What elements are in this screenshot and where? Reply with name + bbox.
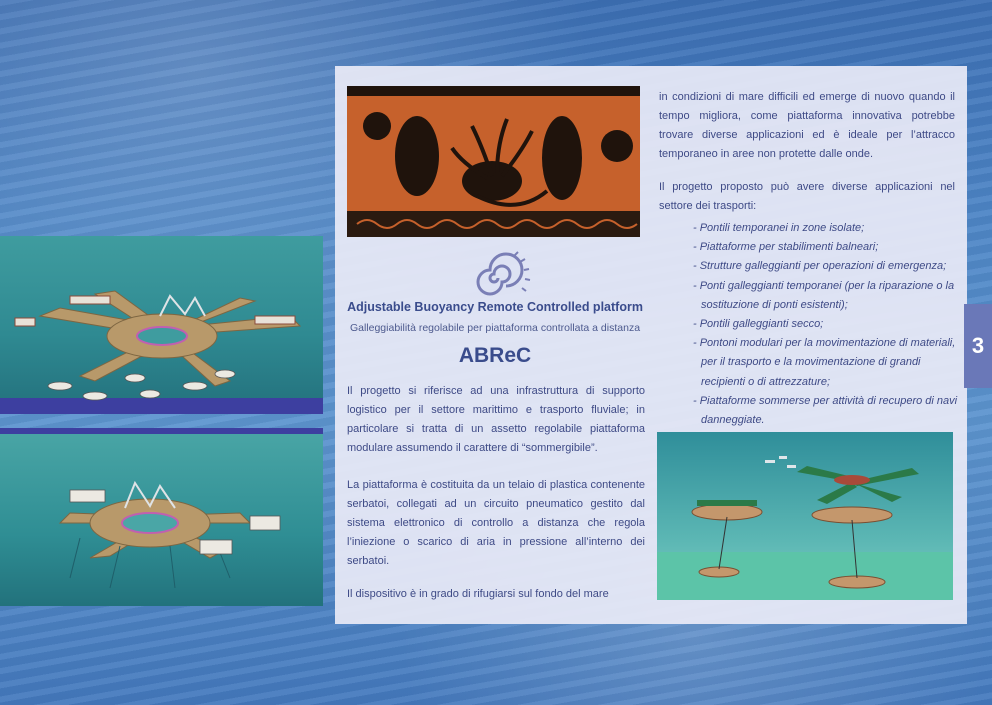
applications-list xyxy=(693,219,959,430)
list-item: - Pontoni modulari per la movimentazione di materiali, per il trasporto e la movimentazione di grandi recipienti o di attrezzature; xyxy=(693,337,956,388)
list-item: - Strutture galleggianti per operazioni di emergenza; xyxy=(693,260,947,273)
paragraph-continued: in condizioni di mare difficili ed emerge di nuovo quando il tempo migliora, come piattaforma innovativa potrebbe trovare diverse applicazioni ed è ideale per l’attracco temporaneo in aree non protette dalle onde. xyxy=(659,91,955,160)
platform-render-underwater xyxy=(657,432,953,600)
hydra-vase-painting xyxy=(347,86,640,237)
list-item: - Pontili galleggianti secco; xyxy=(693,318,824,331)
platform-render-surface xyxy=(0,236,323,414)
paragraph-intro: Il progetto si riferisce ad una infrastruttura di supporto logistico per il settore marittimo e trasporto fluviale; in particolare si tratta di un assetto regolabile piattaforma modulare assumendo il carattere di “sommergibile”. xyxy=(347,385,645,454)
list-item: - Pontili temporanei in zone isolate; xyxy=(693,222,865,234)
project-acronym: ABReC xyxy=(458,344,532,367)
paragraph-structure: La piattaforma è costituita da un telaio di plastica contenente serbatoi, collegati ad un circuito pneumatico gestito dal sistema elettronico di controllo a distanza che regola l’iniezione o scarico di aria in pressione all’interno dei serbatoi. xyxy=(347,479,645,567)
paragraph-applications-intro: Il progetto proposto può avere diverse applicazioni nel settore dei trasporti: xyxy=(659,181,955,212)
list-item: - Piattaforme per stabilimenti balneari; xyxy=(693,241,879,254)
platform-render-submerged xyxy=(0,428,323,606)
list-item: - Piattaforme sommerse per attività di recupero di navi danneggiate. xyxy=(693,394,958,427)
project-title: Adjustable Buoyancy Remote Controlled platform xyxy=(347,300,643,314)
list-item: - Ponti galleggianti temporanei (per la riparazione o la sostituzione di ponti esistenti); xyxy=(693,279,955,311)
paragraph-submerge: Il dispositivo è in grado di rifugiarsi sul fondo del mare xyxy=(347,588,609,600)
project-subtitle: Galleggiabilità regolabile per piattaforma controllata a distanza xyxy=(349,322,641,334)
page-number-tab: 3 xyxy=(964,304,992,388)
spiral-logo-icon xyxy=(462,248,534,300)
